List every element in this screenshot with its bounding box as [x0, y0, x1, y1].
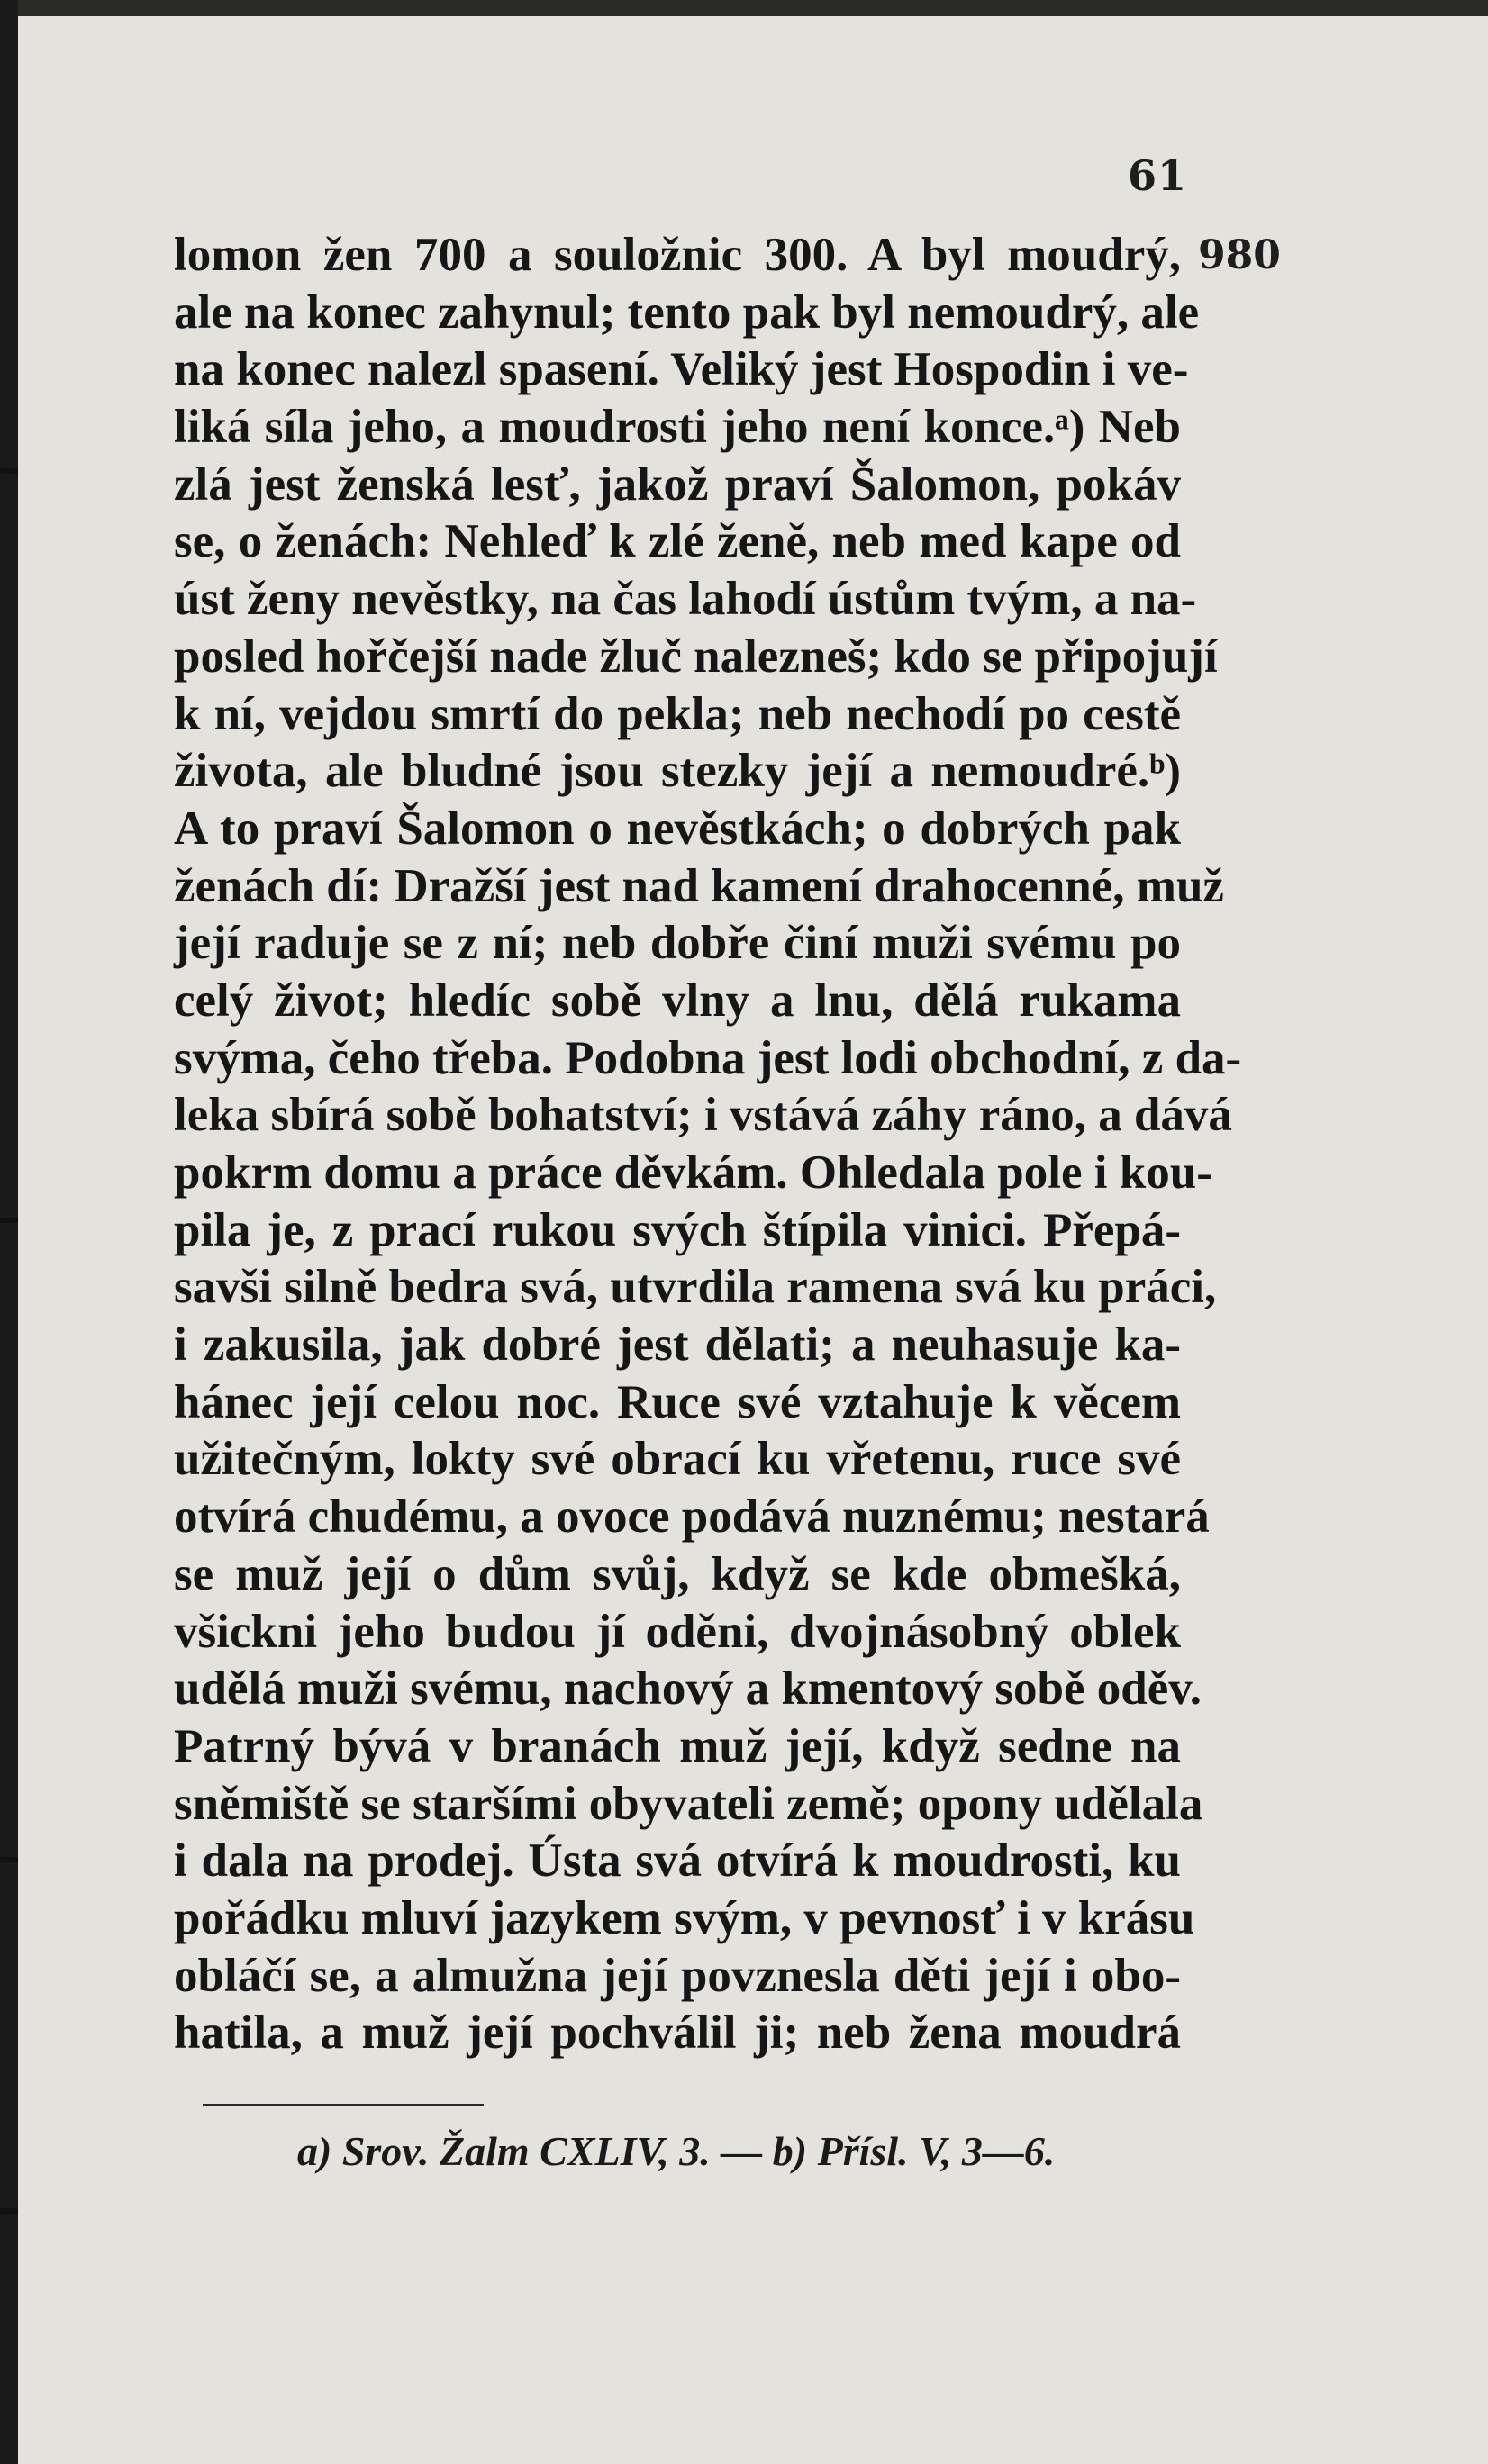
text-line: svýma, čeho třeba. Podobna jest lodi obchodní, z da- [174, 1031, 1242, 1084]
text-line: obláčí se, a almužna její povznesla děti její i obo- [174, 1949, 1181, 2002]
text-line: savši silně bedra svá, utvrdila ramena svá ku práci, [174, 1261, 1217, 1314]
text-line: k ní, vejdou smrtí do pekla; neb nechodí po cestě [174, 687, 1181, 740]
text-line: úst ženy nevěstky, na čas lahodí ústům tvým, a na- [174, 573, 1197, 626]
text-line: ženách dí: Dražší jest nad kamení drahocenné, muž [174, 859, 1224, 912]
text-line: života, ale bludné jsou stezky její a nemoudré.ᵇ) [174, 745, 1181, 798]
text-line: sněmiště se staršími obyvateli země; opony udělala [174, 1777, 1203, 1830]
text-line: na konec nalezl spasení. Veliký jest Hospodin i ve- [174, 343, 1189, 396]
footnote: a) Srov. Žalm CXLIV, 3. — b) Přísl. V, 3—6. [297, 2128, 1056, 2174]
text-line: A to praví Šalomon o nevěstkách; o dobrých pak [174, 802, 1181, 855]
text-line: Patrný bývá v branách muž její, když sedne na [174, 1719, 1181, 1772]
scan-binding-edge [0, 0, 18, 2464]
text-line: pokrm domu a práce děvkám. Ohledala pole i kou- [174, 1146, 1212, 1199]
text-line: liká síla jeho, a moudrosti jeho není konce.ᵃ) Neb [174, 401, 1181, 454]
text-line: hatila, a muž její pochválil ji; neb žena moudrá [174, 2007, 1181, 2060]
text-line: i dala na prodej. Ústa svá otvírá k moudrosti, ku [174, 1834, 1181, 1888]
text-line: lomon žen 700 a souložnic 300. A byl moudrý, [174, 229, 1181, 281]
margin-line-number: 980 [1198, 232, 1281, 278]
footnote-divider [203, 2104, 484, 2106]
text-line: otvírá chudému, a ovoce podává nuznému; nestará [174, 1490, 1210, 1544]
text-line: zlá jest ženská lesť, jakož praví Šalomon, pokáv [174, 457, 1181, 511]
page-number: 61 [1128, 151, 1188, 200]
text-line: se, o ženách: Nehleď k zlé ženě, neb med kape od [174, 515, 1181, 568]
text-line: užitečným, lokty své obrací ku vřetenu, ruce své [174, 1433, 1181, 1486]
text-line: její raduje se z ní; neb dobře činí muži svému po [174, 917, 1181, 970]
text-line: pila je, z prací rukou svých štípila vinici. Přepá- [174, 1203, 1181, 1256]
scan-top-edge [0, 0, 1488, 16]
text-line: posled hořčejší nade žluč nalezneš; kdo se připojují [174, 630, 1218, 683]
text-line: se muž její o dům svůj, když se kde obmešká, [174, 1547, 1181, 1600]
text-line: pořádku mluví jazykem svým, v pevnosť i v krásu [174, 1891, 1195, 1944]
text-line: všickni jeho budou jí oděni, dvojnásobný oblek [174, 1605, 1181, 1658]
text-line: hánec její celou noc. Ruce své vztahuje k věcem [174, 1375, 1181, 1428]
text-line: celý život; hledíc sobě vlny a lnu, dělá rukama [174, 974, 1181, 1027]
text-line: leka sbírá sobě bohatství; i vstává záhy ráno, a dává [174, 1089, 1232, 1142]
text-line: ale na konec zahynul; tento pak byl nemoudrý, ale [174, 285, 1200, 339]
text-line: i zakusila, jak dobré jest dělati; a neuhasuje ka- [174, 1318, 1181, 1372]
text-line: udělá muži svému, nachový a kmentový sobě oděv. [174, 1662, 1202, 1716]
